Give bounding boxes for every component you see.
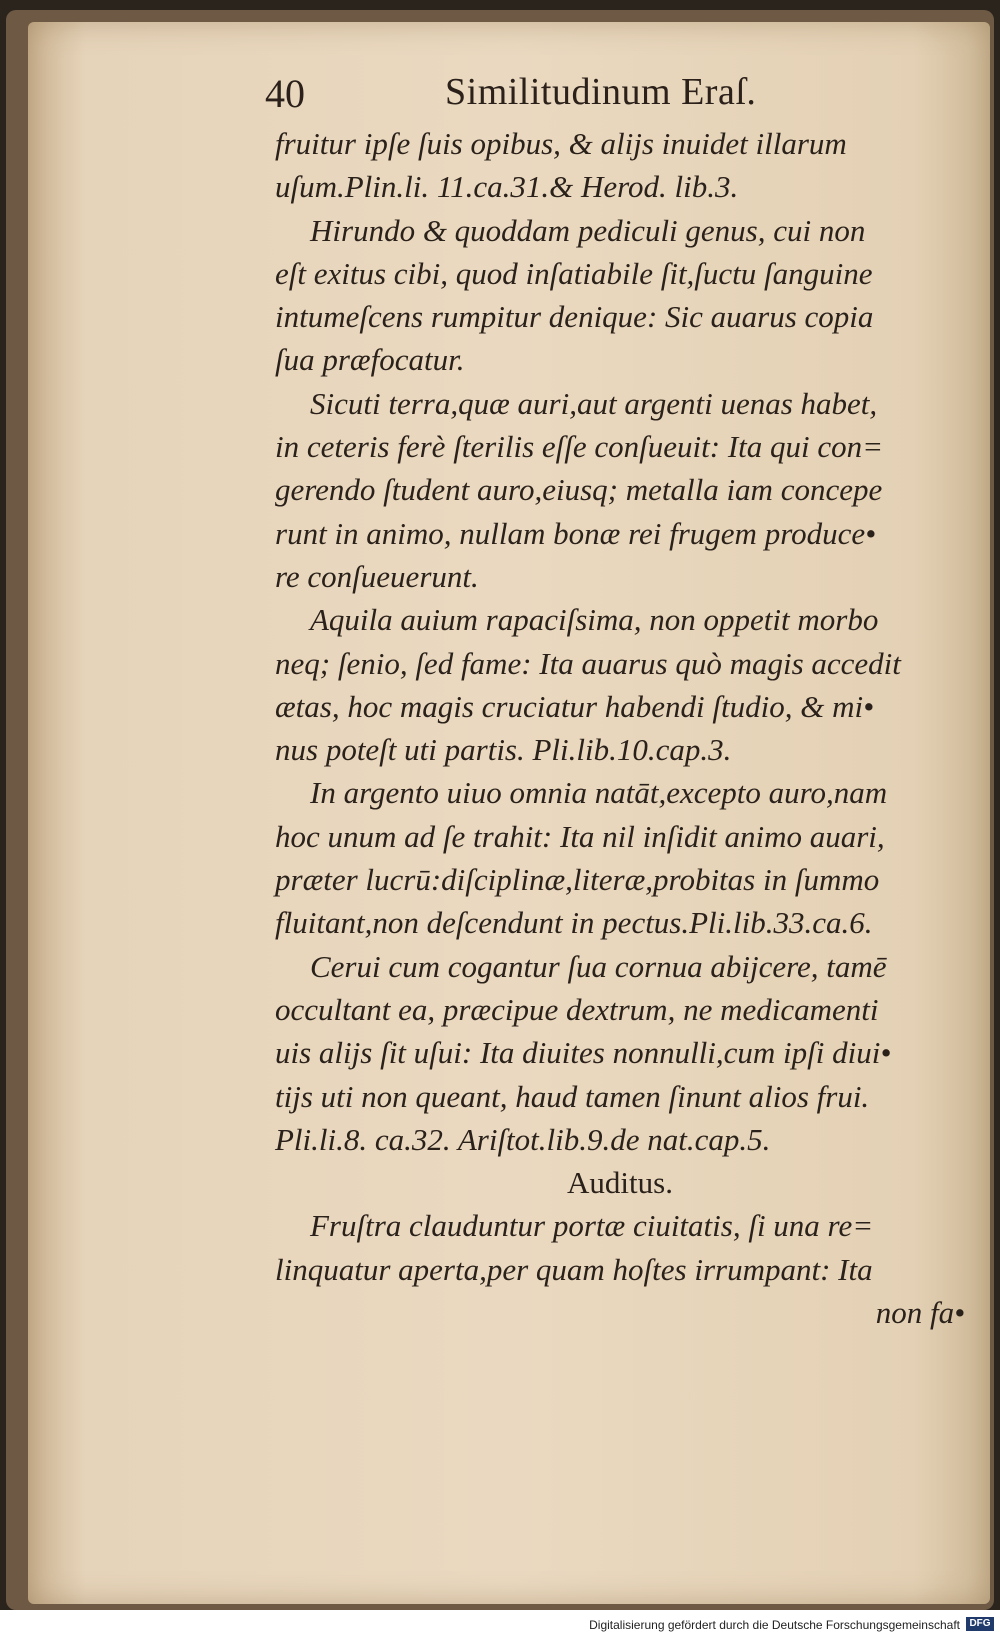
text-line: tijs uti non queant, haud tamen ſinunt alios frui. — [275, 1078, 870, 1114]
text-line: gerendo ſtudent auro,eiusq; metalla iam concepe — [275, 472, 883, 508]
text-line: Hirundo & quoddam pediculi genus, cui non — [310, 212, 866, 248]
text-line: Aquila auium rapaciſsima, non oppetit morbo — [310, 602, 879, 638]
text-line: Pli.li.8. ca.32. Ariſtot.lib.9.de nat.cap.5. — [275, 1121, 771, 1157]
text-line: occultant ea, præcipue dextrum, ne medicamenti — [275, 991, 879, 1027]
text-line: ætas, hoc magis cruciatur habendi ſtudio, & mi• — [275, 688, 874, 724]
text-line: Cerui cum cogantur ſua cornua abijcere, tamē — [310, 948, 887, 984]
funding-credit: Digitalisierung gefördert durch die Deutsche Forschungsgemeinschaft — [589, 1618, 960, 1632]
dfg-logo: DFG — [966, 1617, 994, 1631]
text-line: intumeſcens rumpitur denique: Sic auarus copia — [275, 299, 874, 335]
text-line: hoc unum ad ſe trahit: Ita nil inſidit animo auari, — [275, 818, 885, 854]
text-line: ſua præfocatur. — [275, 342, 465, 378]
catchword: non fa• — [875, 1295, 965, 1331]
text-line: fluitant,non deſcendunt in pectus.Pli.lib.33.ca.6. — [275, 905, 873, 941]
text-line: præter lucrū:diſciplinæ,literæ,probitas in ſummo — [275, 862, 880, 898]
text-line: eſt exitus cibi, quod inſatiabile ſit,ſuctu ſanguine — [275, 255, 873, 291]
text-line: linquatur aperta,per quam hoſtes irrumpant: Ita — [275, 1251, 873, 1287]
text-line: Sicuti terra,quæ auri,aut argenti uenas habet, — [310, 385, 878, 421]
text-line: re conſueuerunt. — [275, 558, 479, 594]
running-title: Similitudinum Eraſ. — [445, 71, 757, 113]
section-heading: Auditus. — [567, 1165, 673, 1201]
page-header — [265, 70, 965, 120]
text-line: uſum.Plin.li. 11.ca.31.& Herod. lib.3. — [275, 169, 739, 205]
page-number: 40 — [265, 71, 305, 116]
text-line: runt in animo, nullam bonæ rei frugem produce• — [275, 515, 876, 551]
text-line: In argento uiuo omnia natāt,excepto auro,nam — [310, 775, 888, 811]
text-line: fruitur ipſe ſuis opibus, & alijs inuidet illarum — [275, 126, 847, 161]
text-line: in ceteris ferè ſterilis eſſe conſueuit: Ita qui con= — [275, 429, 884, 465]
text-line: Fruſtra clauduntur portæ ciuitatis, ſi una re= — [310, 1208, 874, 1244]
text-line: uis alijs ſit uſui: Ita diuites nonnulli,cum ipſi diui• — [275, 1035, 892, 1071]
body-text — [275, 122, 965, 1334]
text-line: nus poteſt uti partis. Pli.lib.10.cap.3. — [275, 732, 732, 768]
text-line: neq; ſenio, ſed fame: Ita auarus quò magis accedit — [275, 645, 901, 681]
footer-bar — [0, 1610, 1000, 1641]
